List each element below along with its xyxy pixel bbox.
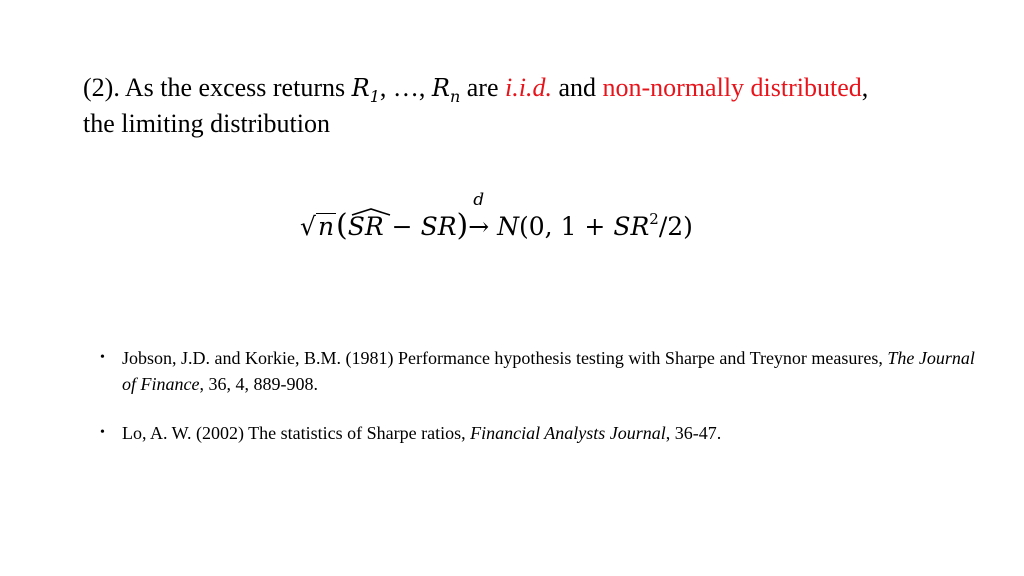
intro-prefix: (2). As the excess returns: [83, 73, 352, 102]
sr-term: SR: [420, 212, 457, 241]
var-r1: $R_1$: [351, 74, 380, 106]
bullet-icon: •: [100, 350, 105, 365]
non-normal-highlight: non-normally distributed: [602, 73, 862, 102]
reference-item-lo: • Lo, A. W. (2002) The statistics of Sharpe ratios, Financial Analysts Journal, 36-47.: [100, 420, 980, 446]
sr-squared-base: SR: [613, 212, 650, 241]
journal-title: Financial Analysts Journal: [470, 423, 666, 443]
iid-highlight: i.i.d.: [505, 73, 552, 102]
reference-item-jobson-korkie: • Jobson, J.D. and Korkie, B.M. (1981) Performance hypothesis testing with Sharpe and Treynor measures, The Journal of Finance, 36, 4, 889-908.: [100, 345, 980, 397]
arrow-icon: →: [468, 212, 490, 241]
normal-n: N: [497, 212, 520, 241]
sqrt-symbol: √: [300, 212, 316, 241]
hat-accent-icon: [351, 208, 391, 216]
normal-args: 0, 1 +: [528, 212, 614, 241]
open-paren: (: [336, 208, 348, 243]
intro-paragraph: [83, 70, 1003, 141]
close-paren: ): [456, 208, 469, 243]
minus-sign: −: [383, 212, 421, 241]
intro-separator: , …,: [379, 73, 432, 102]
sr-hat: SR: [348, 212, 384, 241]
square-exponent: 2: [649, 210, 659, 228]
sqrt-n: n: [317, 212, 335, 241]
arrow-label-d: d: [473, 190, 485, 210]
reference-list: [100, 345, 980, 469]
intro-and: and: [551, 73, 603, 102]
formula-tail: /2): [658, 212, 693, 241]
intro-comma: ,: [861, 73, 869, 102]
formula-row: √n( SR − SR) d → N(0, $1 + SR^2/2$): [300, 190, 693, 243]
limiting-distribution-formula: [300, 190, 740, 250]
var-rn: $R_n$: [431, 74, 461, 106]
intro-line2: the limiting distribution: [83, 109, 330, 138]
bullet-icon: •: [100, 425, 105, 440]
convergence-arrow: [468, 190, 490, 241]
journal-title: The Journal of Finance: [122, 348, 975, 394]
intro-are: are: [460, 73, 506, 102]
